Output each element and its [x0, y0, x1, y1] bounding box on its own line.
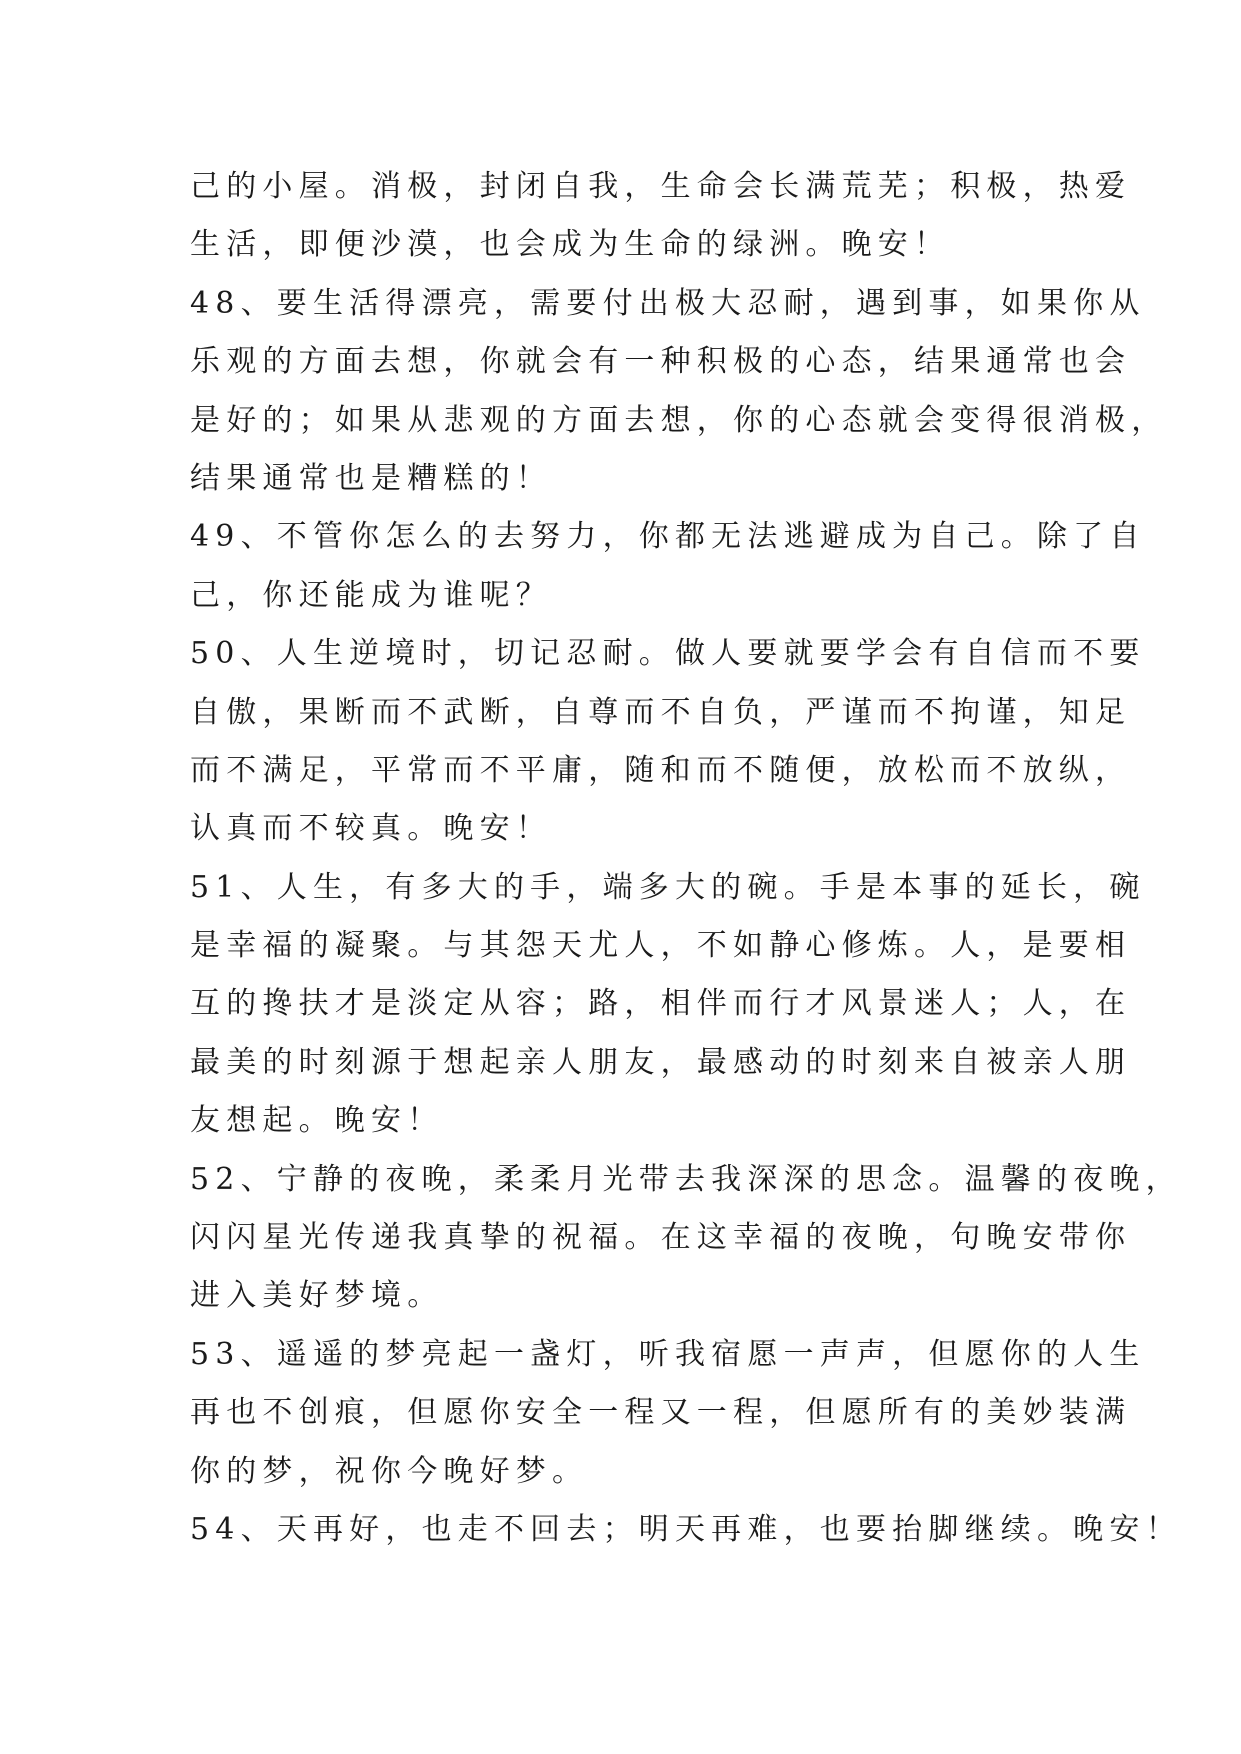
- text-line: 进入美好梦境。: [190, 1278, 444, 1314]
- text-line: 自傲，果断而不武断，自尊而不自负，严谨而不拘谨，知足: [190, 694, 1132, 730]
- text-line: 己，你还能成为谁呢？: [190, 577, 552, 613]
- text-line: 49、不管你怎么的去努力，你都无法逃避成为自己。除了自: [190, 519, 1146, 555]
- text-line: 52、宁静的夜晚，柔柔月光带去我深深的思念。温馨的夜晚，: [190, 1161, 1182, 1197]
- text-line: 己的小屋。消极，封闭自我，生命会长满荒芜；积极，热爱: [190, 169, 1132, 204]
- text-line: 53、遥遥的梦亮起一盏灯，听我宿愿一声声，但愿你的人生: [190, 1336, 1146, 1372]
- text-line: 48、要生活得漂亮，需要付出极大忍耐，遇到事，如果你从: [190, 285, 1146, 321]
- text-line: 互的搀扶才是淡定从容；路，相伴而行才风景迷人；人，在: [190, 986, 1132, 1022]
- text-line: 51、人生，有多大的手，端多大的碗。手是本事的延长，碗: [190, 869, 1146, 905]
- text-line: 是幸福的凝聚。与其怨天尤人，不如静心修炼。人，是要相: [190, 928, 1132, 964]
- text-line: 认真而不较真。晚安！: [190, 811, 552, 847]
- document-body: [190, 158, 1182, 1559]
- text-line: 生活，即便沙漠，也会成为生命的绿洲。晚安！: [190, 227, 951, 263]
- text-line: 你的梦，祝你今晚好梦。: [190, 1453, 589, 1489]
- text-line: 而不满足，平常而不平庸，随和而不随便，放松而不放纵，: [190, 752, 1132, 788]
- text-line: 友想起。晚安！: [190, 1103, 444, 1139]
- text-line: 54、天再好，也走不回去；明天再难，也要抬脚继续。晚安！: [190, 1511, 1182, 1547]
- text-line: 50、人生逆境时，切记忍耐。做人要就要学会有自信而不要: [190, 636, 1146, 672]
- text-line: 最美的时刻源于想起亲人朋友，最感动的时刻来自被亲人朋: [190, 1044, 1132, 1080]
- text-line: 是好的；如果从悲观的方面去想，你的心态就会变得很消极，: [190, 402, 1168, 438]
- text-line: 闪闪星光传递我真挚的祝福。在这幸福的夜晚，句晚安带你: [190, 1220, 1132, 1256]
- text-line: 再也不创痕，但愿你安全一程又一程，但愿所有的美妙装满: [190, 1395, 1132, 1431]
- text-line: 乐观的方面去想，你就会有一种积极的心态，结果通常也会: [190, 344, 1132, 380]
- text-line: 结果通常也是糟糕的！: [190, 460, 552, 496]
